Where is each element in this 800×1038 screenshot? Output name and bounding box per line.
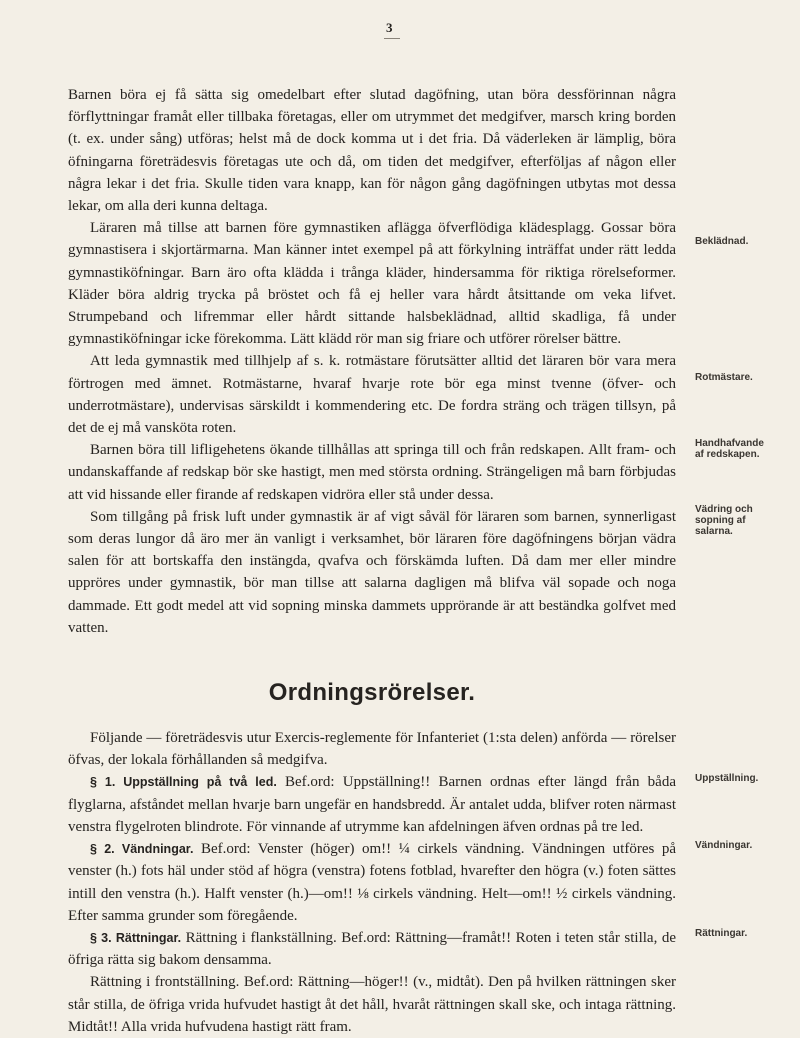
- paragraph-clothing: Läraren må tillse att barnen före gymnastiken aflägga öfverflödiga klädesplagg. Gossar böra gymnastisera i skjortärmarna. Man känner intet exempel på att förkylning inträffat under rätt ledda gymnastiköfningar. Barn äro ofta klädda i trånga kläder, hindersamma för riktiga rörelseformer. Kläder böra aldrig trycka på bröstet och få ej heller vara hårdt åtsittande om veka lifvet. Strumpeband och lifremmar eller hårdt sittande halsbeklädnad, alltid skadliga, få under gymnastiköfningar icke förekomma. Lätt klädd rör man sig friare och utförer rörelser bättre.: [68, 220, 676, 348]
- margin-note-vädring: Vädring och sopning af salarna.: [695, 504, 753, 537]
- page-number-rule: [384, 38, 400, 39]
- paragraph-intro: Följande — företrädesvis utur Exercis-reglemente för Infanteriet (1:sta delen) anförda — rörelser öfvas, der lokala förhållanden så medgifva.: [68, 730, 676, 769]
- paragraph-dismissal: Barnen böra ej få sätta sig omedelbart efter slutad dagöfning, utan böra dessförinnan några förflyttningar framåt eller tillbaka företagas, eller om utrymmet det medgifver, marsch kring borden (t. ex. under sång) utföras; helst må de dock komma ut i det fria. Då väderleken är lämplig, böra öfningarna företrädesvis företagas ute och då, om tiden det medgifver, efterföljas af någon eller några lekar i det fria. Skulle tiden vara knapp, kan för någon gång dagöfningen utbytas mot dessa lekar, om alla deri kunna deltaga.: [68, 87, 676, 215]
- margin-note-rättningar: Rättningar.: [695, 928, 748, 939]
- section-1-label: § 1. Uppställning på två led.: [90, 775, 277, 790]
- margin-note-redskapen: Handhafvande af redskapen.: [695, 438, 764, 460]
- paragraph-ventilation: Som tillgång på frisk luft under gymnastik är af vigt såväl för läraren som barnen, synnerligast som deras lungor då äro mer än vanligt i verksamhet, bör läraren före dagöfningens början vädra salen för att bortskaffa den instängda, qvafva och förskämda luften. Då dam mer eller mindre uppröres under gymnastik, bör man tillse att salarna dagligen må blifva väl sopade och noga dammade. Ett godt medel att vid sopning minska dammets upprörande är att beständka golfvet med vatten.: [68, 508, 676, 636]
- page-number: 3: [386, 20, 393, 35]
- section-2-text: Bef.ord: Venster (höger) om!! ¼ cirkels vändning. Vändningen utföres på venster (h.) fots häl under stöd af högra (venstra) fotens fotblad, hvarefter den högra (v.) foten sättes intill den venstra (h.). Halft venster (h.)—om!! ⅛ cirkels vändning. Helt—om!! ½ cirkels vändning. Efter samma grunder som föregående.: [68, 841, 676, 924]
- margin-note-vändningar: Vändningar.: [695, 840, 753, 851]
- margin-note-beklädnad: Beklädnad.: [695, 236, 749, 247]
- margin-note-uppställning: Uppställning.: [695, 773, 759, 784]
- section-2: [68, 838, 676, 927]
- section-heading: Ordningsrörelser.: [268, 679, 476, 707]
- margin-note-rotmästare: Rotmästare.: [695, 372, 753, 383]
- main-text: [68, 84, 676, 1038]
- section-3: [68, 927, 676, 971]
- section-1: [68, 771, 676, 838]
- paragraph-closing: Rättning i frontställning. Bef.ord: Rättning—höger!! (v., midtåt). Den på hvilken rättningen sker står stilla, de öfriga vrida hufvudet hastigt åt det håll, hvaråt rättningen skall ske, och intaga rättning. Midtåt!! Alla vrida hufvudena hastigt rätt fram.: [68, 974, 676, 1035]
- section-3-label: § 3. Rättningar.: [90, 930, 182, 945]
- section-1-text: Bef.ord: Uppställning!! Barnen ordnas efter längd från båda flyglarna, afståndet mellan hvarje barn ungefär en handsbredd. Är antalet udda, blifver roten närmast venstra flygelroten blindrote. För vinnande af utrymme kan afdelningen äfven ordnas på tre led.: [68, 774, 676, 835]
- section-3-text: Rättning i flankställning. Bef.ord: Rättning—framåt!! Roten i teten står stilla, de öfriga rätta sig bakom densamma.: [68, 929, 677, 969]
- paragraph-apparatus: Barnen böra till lifligehetens ökande tillhållas att springa till och från redskapen. Allt fram- och undanskaffande af redskap bör ske hastigt, men med största ordning. Strängeligen må barn förbjudas att vid hissande eller firande af redskapen vidröra eller stå under dessa.: [68, 442, 676, 503]
- paragraph-rotmastare: Att leda gymnastik med tillhjelp af s. k. rotmästare förutsätter alltid det läraren bör vara mera förtrogen med ämnet. Rotmästarne, hvaraf hvarje rote bör ega minst tvenne (öfver- och underrotmästare), undervisas särskildt i kommendering etc. De fordra sträng och trägen tillsyn, på det de ej må vansköta roten.: [68, 353, 676, 437]
- section-2-label: § 2. Vändningar.: [90, 842, 194, 857]
